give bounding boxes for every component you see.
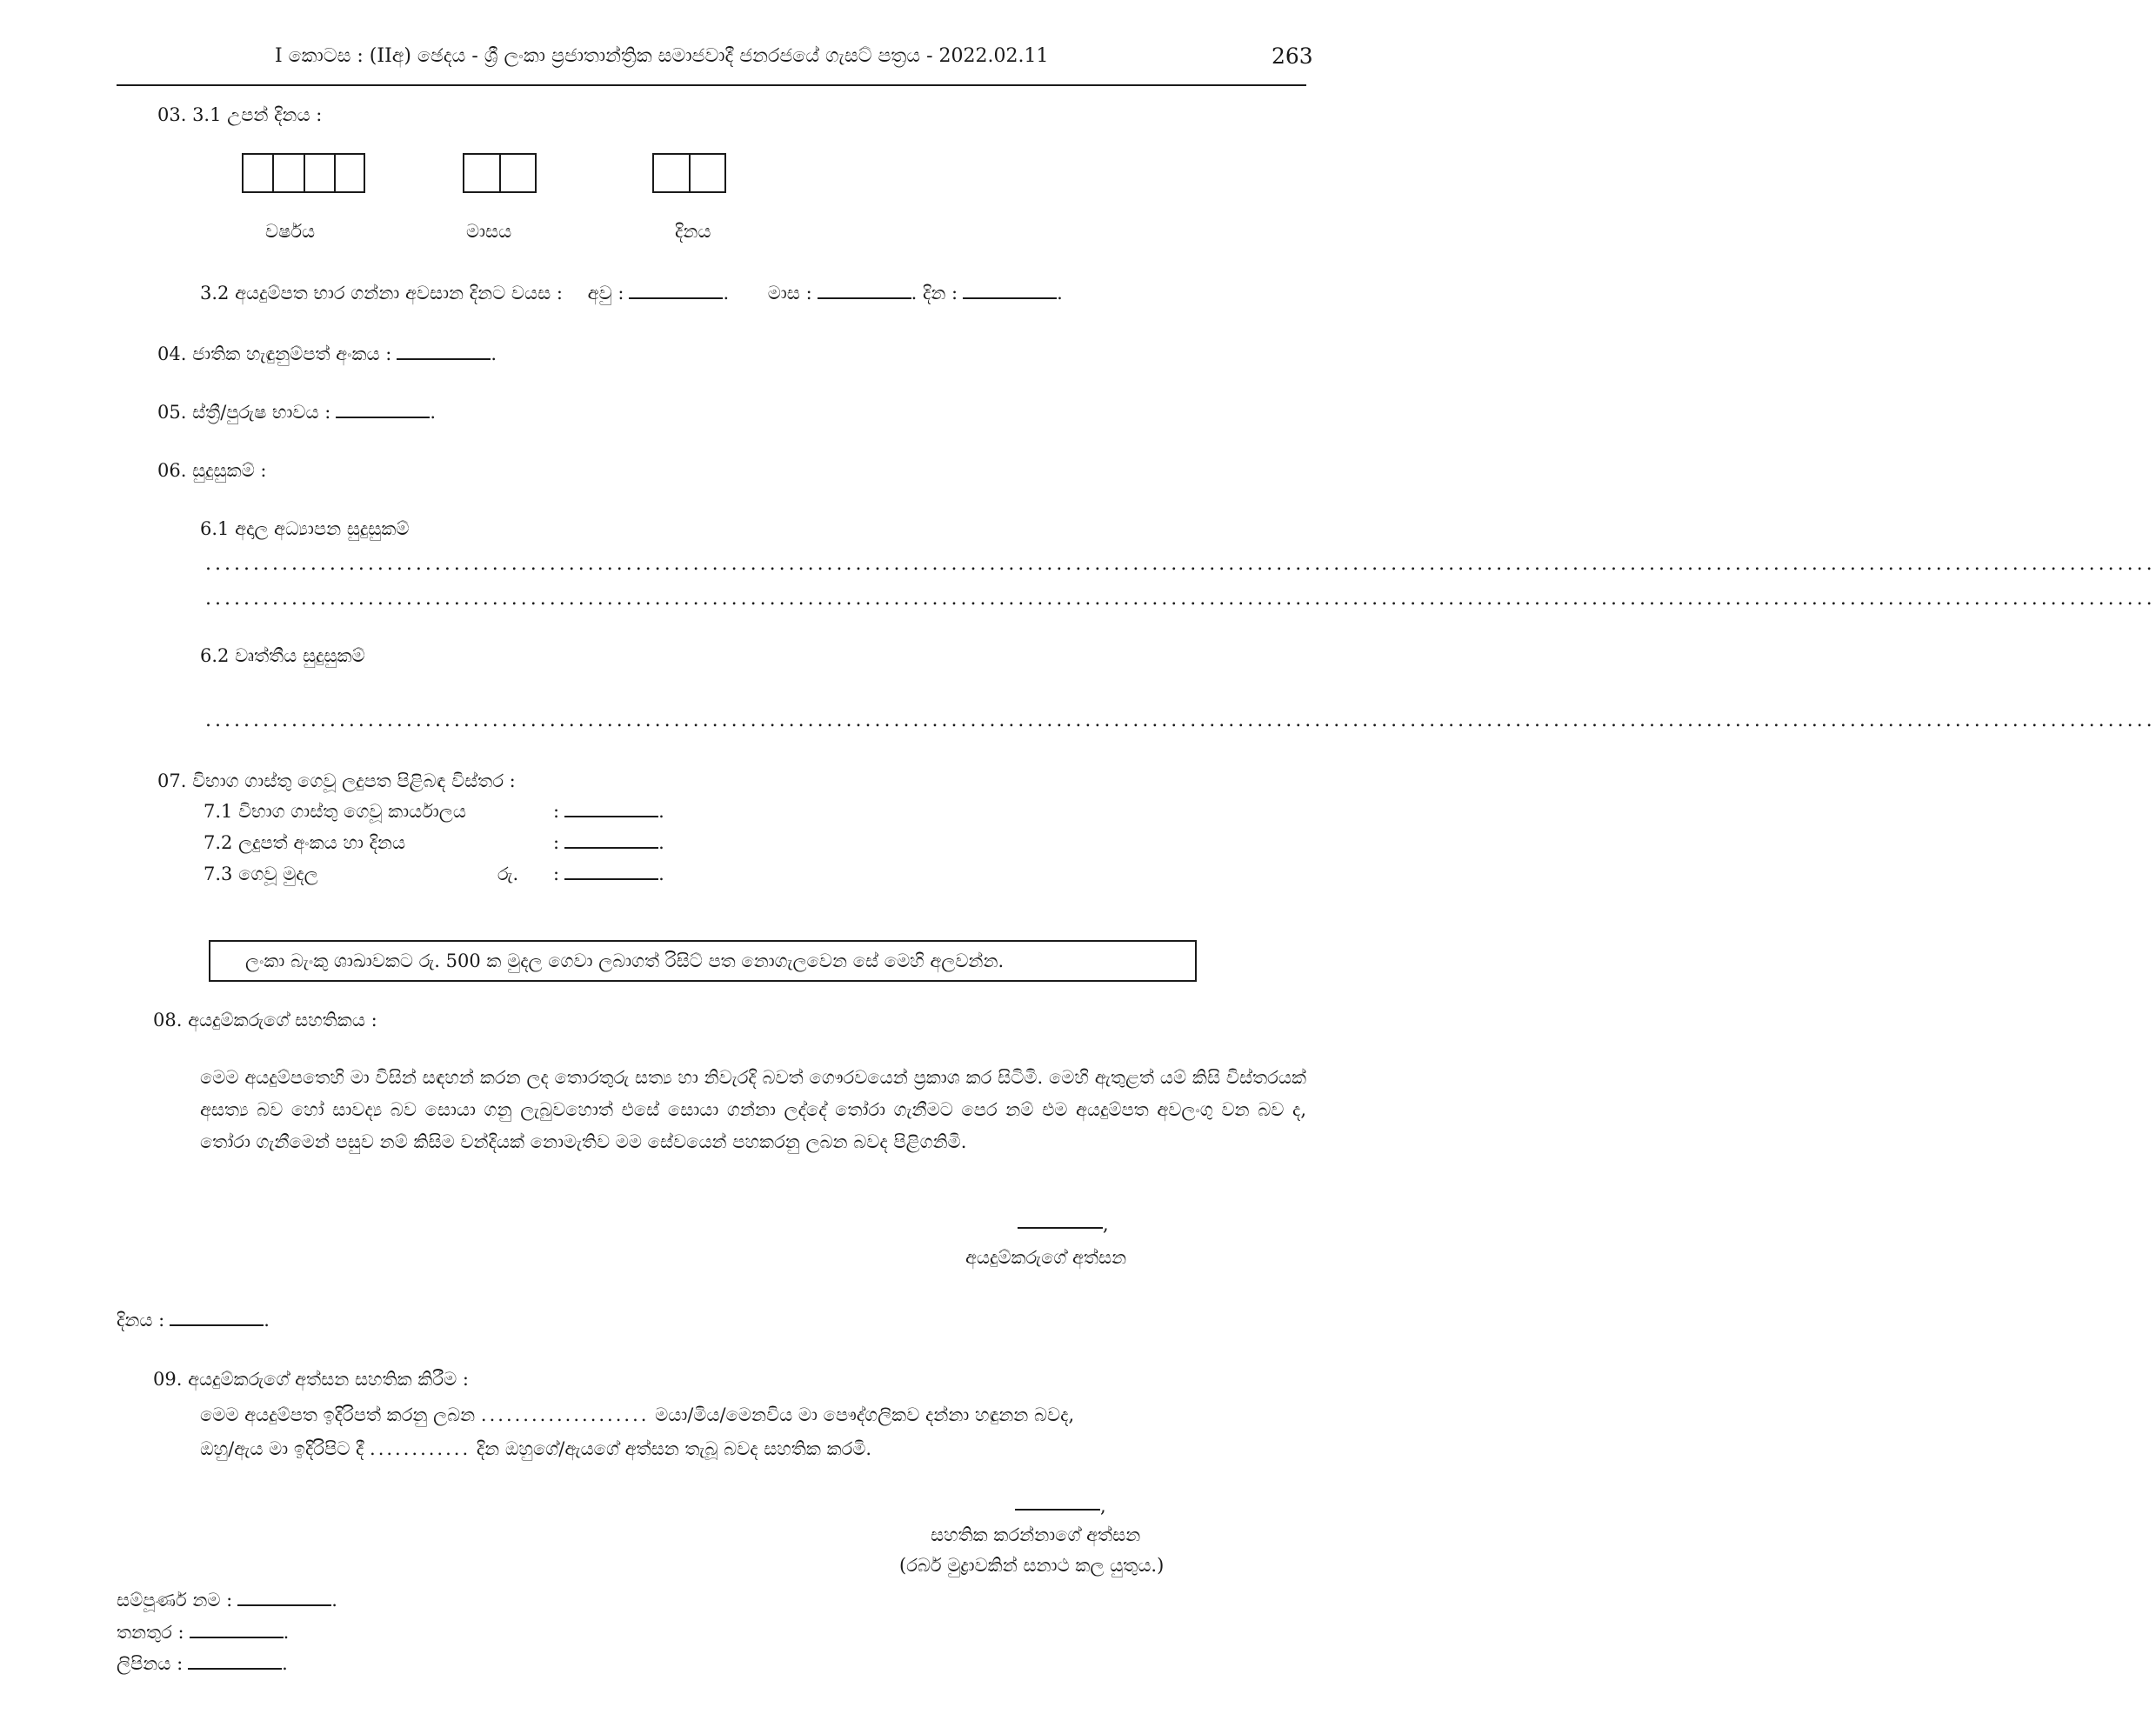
full-name-field[interactable] [237,1592,331,1606]
q09-label: 09. අයදුම්කරුගේ අත්සන සහතික කිරීම : [153,1369,469,1390]
education-line-2[interactable]: ............................................................................................................................................................................................................ [205,588,2156,610]
q03-label: 03. 3.1 උපන් දිනය : [157,104,323,125]
professional-line[interactable]: ............................................................................................................................................................................................................ [205,710,2156,731]
header-rule [117,84,1306,86]
applicant-signature-caption: අයදුම්කරුගේ අත්සන [965,1247,1127,1268]
date-field[interactable] [170,1312,264,1326]
month-caption: මාසය [466,221,512,242]
q07-item-1: 7.1 විභාග ගාස්තු ගෙවූ කාර්යාලය [204,801,466,822]
age-days-field[interactable] [963,285,1057,299]
address-label: ලිපිනය : [117,1653,184,1674]
gender-label: 05. ස්ත්‍රී/පුරුෂ භාවය : [157,402,331,423]
q06-label: 06. සුදුසුකම් : [157,460,267,481]
q09-line-1: මෙම අයදුම්පත ඉදිරිපත් කරනු ලබන .................... මයා/මිය/මෙනවිය මා පෞද්ගලිකව දන්නා හඳුනන බවද, [200,1404,1075,1425]
position-line: තනතුර : . [117,1622,290,1643]
age-days-label: . දින : [911,283,958,303]
nic-field[interactable] [397,346,491,360]
q05-line: 05. ස්ත්‍රී/පුරුෂ භාවය : . [157,402,437,423]
age-line: 3.2 අයදුම්පත භාර ගන්නා අවසාන දිනට වයස : අවු : . මාස : . දින : . [200,283,1063,303]
day-boxes[interactable] [652,153,726,193]
signature-comma: , [1103,1214,1109,1235]
date-label: දිනය : [117,1310,165,1331]
year-caption: වර්ෂය [265,221,316,242]
nic-label: 04. ජාතික හැඳුනුම්පත් අංකය : [157,343,392,364]
age-months-field[interactable] [818,285,911,299]
running-header: I කොටස : (IIඅ) ඡෙදය - ශ්‍රී ලංකා ප්‍රජාතාන්ත්‍රික සමාජවාදී ජනරජයේ ගැසට් පත්‍රය - 2022.02.11 [275,45,1049,67]
declaration-paragraph: මෙම අයදුම්පතෙහි මා විසින් සඳහන් කරන ලද තොරතුරු සත්‍ය හා නිවැරදි බවත් ගෞරවයෙන් ප්‍රකාශ කර සිටිමි. මෙහි ඇතුළත් යම් කිසි විස්තරයක් අසත්‍ය බව හෝ සාවද්‍ය බව සොයා ගනු ලැබුවහොත් එසේ සොයා ගන්නා ලද්දේ තෝරා ගැනීමට පෙර නම් එම අයදුම්පත අවලංගු වන බව ද, තෝරා ගැනීමෙන් පසුව නම් කිසිම වන්දියක් නොමැතිව මම සේවයෙන් පහකරනු ලබන බවද පිළිගනිමි. [200,1067,1306,1152]
position-label: තනතුර : [117,1622,184,1643]
full-name-label: සම්පූර්ණ නම : [117,1590,233,1611]
q07-item-3: 7.3 ගෙවූ මුදල [204,864,318,884]
receipt-no-field[interactable] [564,835,658,849]
year-boxes[interactable] [242,153,365,193]
q07-item-3-field: : . [553,864,664,884]
stamp-note: (රබර් මුද්‍රාවකින් සනාථ කල යුතුය.) [899,1555,1165,1576]
exam-office-field[interactable] [564,804,658,817]
q07-item-1-field: : . [553,801,664,822]
age-years-field[interactable] [629,285,723,299]
certifier-signature-caption: සහතික කරන්නාගේ අත්සන [931,1524,1141,1545]
amount-field[interactable] [564,866,658,880]
education-line-1[interactable]: ............................................................................................................................................................................................................ [205,553,2156,575]
applicant-signature-line[interactable] [1018,1227,1103,1229]
certifier-signature-line[interactable] [1015,1509,1100,1511]
certifier-signature-comma: , [1100,1496,1106,1517]
month-boxes[interactable] [463,153,537,193]
q07-item-2-field: : . [553,832,664,853]
page-number: 263 [1272,43,1313,69]
receipt-box-text: ලංකා බැංකු ශාඛාවකට රු. 500 ක මුදල ගෙවා ලබාගත් රිසිට් පත නොගැලවෙන සේ මෙහි අලවන්න. [245,950,1005,971]
position-field[interactable] [190,1624,284,1638]
q04-line: 04. ජාතික හැඳුනුම්පත් අංකය : . [157,343,497,364]
date-line: දිනය : . [117,1310,270,1331]
currency-label: රු. [497,864,519,884]
signing-date-dots[interactable]: ............ [370,1438,471,1459]
q09-line-2: ඔහු/ඇය මා ඉදිරිපිට දී ............ දින ඔහුගේ/ඇයගේ අත්සන තැබූ බවද සහතික කරමි. [200,1438,872,1459]
q07-label: 07. විභාග ගාස්තු ගෙවූ ලදුපත පිළිබඳ විස්තර : [157,770,516,791]
gender-field[interactable] [336,404,430,418]
address-field[interactable] [188,1656,282,1670]
full-name-line: සම්පූර්ණ නම : . [117,1590,337,1611]
applicant-name-dots[interactable]: .................... [480,1404,650,1425]
q06-sub1: 6.1 අදාල අධ්‍යාපන සුදුසුකම් [200,518,410,539]
age-years-label: අවු : [587,283,624,303]
day-caption: දිනය [675,221,711,242]
q07-item-2: 7.2 ලදුපත් අංකය හා දිනය [204,832,406,853]
q08-label: 08. අයදුම්කරුගේ සහතිකය : [153,1010,377,1030]
age-months-label: මාස : [767,283,812,303]
q06-sub2: 6.2 වෘත්තීය සුදුසුකම් [200,645,365,666]
age-label: 3.2 අයදුම්පත භාර ගන්නා අවසාන දිනට වයස : [200,283,563,303]
address-line: ලිපිනය : . [117,1653,288,1674]
